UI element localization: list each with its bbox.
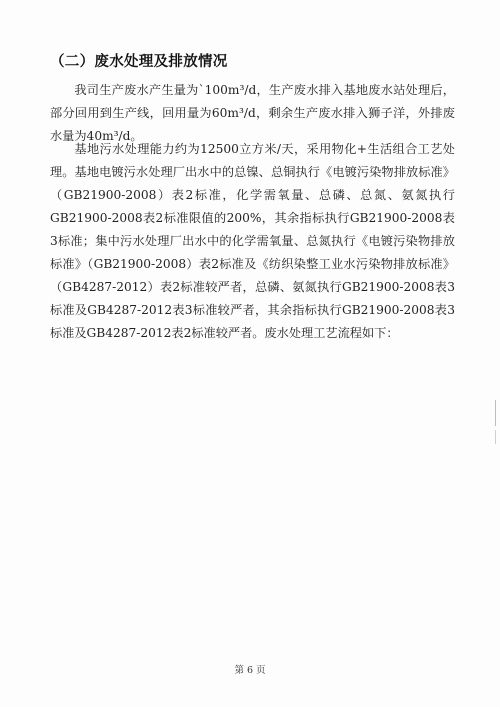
scan-edge-mark: [495, 400, 496, 426]
paragraph-block-2: [50, 138, 455, 345]
section-heading: （二）废水处理及排放情况: [50, 54, 228, 70]
scan-edge-mark: [495, 430, 496, 444]
paragraph-wastewater-volume: 我司生产废水产生量为`100m³/d，生产废水排入基地废水站处理后，部分回用到生产线，回用量为60m³/d，剩余生产废水排入狮子洋，外排废水量为40m³/d。: [50, 83, 455, 143]
page-number: 第 6 页: [234, 665, 266, 676]
paragraph-treatment-standards: 基地污水处理能力约为12500立方米/天，采用物化+生活组合工艺处理。基地电镀污水处理厂出水中的总镍、总铜执行《电镀污染物排放标准》（GB21900-2008）表2标准，化学需氧量、总磷、总氮、氨氮执行GB21900-2008表2标准限值的200%，其余指标执行GB21900-2008表3标准；集中污水处理厂出水中的化学需氧量、总氮执行《电镀污染物排放标准》（GB21900-2008）表2标准及《纺织染整工业水污染物排放标准》（GB4287-2012）表2标准较严者，总磷、氨氮执行GB21900-2008表3标准及GB4287-2012表3标准较严者，其余指标执行GB21900-2008表3标准及GB4287-2012表2标准较严者。废水处理工艺流程如下：: [50, 142, 455, 340]
